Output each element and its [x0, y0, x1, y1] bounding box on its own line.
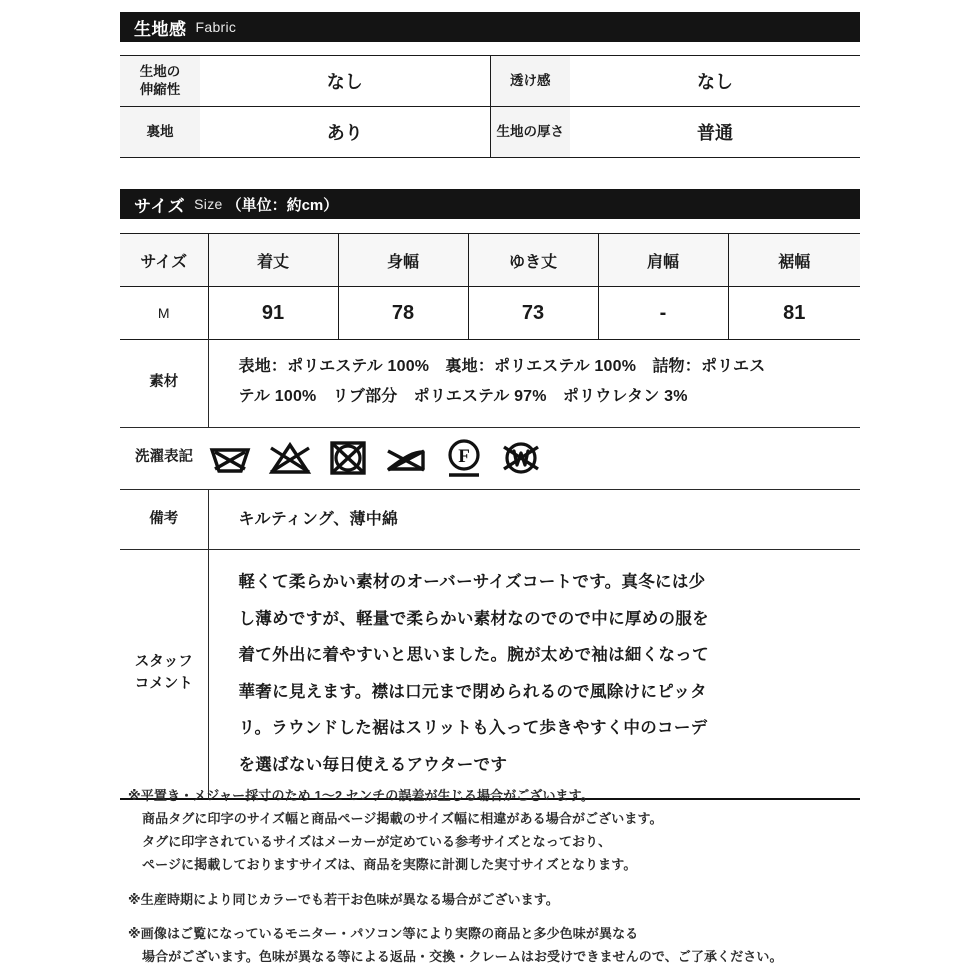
triangle-bleach-crossed-icon	[268, 441, 312, 475]
size-col-header-hem: 裾幅	[728, 234, 860, 287]
fabric-stretch-label-line1: 生地の	[139, 63, 181, 79]
material-value	[208, 338, 860, 427]
fabric-lining-value: あり	[200, 107, 490, 158]
material-label: 素材	[120, 338, 208, 427]
size-section-title-jp: サイズ	[134, 196, 186, 216]
size-col-header-shoulder: 肩幅	[598, 234, 728, 287]
size-cell-width: 78	[338, 287, 468, 340]
fabric-section-header	[120, 12, 860, 42]
size-col-header-width: 身幅	[338, 234, 468, 287]
remarks-row	[120, 489, 860, 549]
care-label: 洗濯表記	[120, 427, 208, 489]
tumble-dry-crossed-icon	[328, 439, 368, 477]
size-col-header-sleeve: ゆき丈	[468, 234, 598, 287]
fabric-lining-label: 裏地	[120, 107, 200, 158]
staff-comment-line: 軽くて柔らかい素材のオーバーサイズコートです。真冬には少	[238, 572, 706, 591]
fabric-table	[120, 55, 860, 158]
size-col-header-length: 着丈	[208, 234, 338, 287]
remarks-label: 備考	[120, 489, 208, 549]
staff-comment-line: リ。ラウンドした裾はスリットも入って歩きやすく中のコーデ	[238, 719, 708, 738]
size-col-header-size: サイズ	[120, 234, 208, 287]
size-cell-size: M	[120, 287, 208, 340]
note-line: ※平置き・メジャー採寸のため 1〜2 センチの誤差が生じる場合がございます。	[128, 788, 594, 803]
note-line: 商品タグに印字のサイズ幅と商品ページ掲載のサイズ幅に相違がある場合がございます。	[142, 811, 663, 827]
fabric-stretch-value: なし	[200, 56, 490, 107]
note-line: ※画像はご覧になっているモニター・パソコン等により実際の商品と多少色味が異なる	[128, 925, 639, 941]
wring-crossed-icon	[500, 439, 542, 477]
fabric-stretch-label-line2: 伸縮性	[139, 82, 181, 97]
size-cell-hem: 81	[728, 287, 860, 340]
size-table-header-row	[120, 234, 860, 287]
footer-notes	[128, 784, 888, 968]
note-block-measurement	[128, 784, 888, 877]
fabric-section-title-jp: 生地感	[134, 19, 187, 39]
care-row	[120, 427, 860, 489]
table-row	[120, 107, 860, 158]
material-line2: テル 100% リブ部分 ポリエステル 97% ポリウレタン 3%	[238, 388, 688, 406]
note-line: タグに印字されているサイズはメーカーが定めている参考サイズとなっており、	[142, 834, 612, 850]
fabric-sheerness-label: 透け感	[490, 56, 570, 107]
table-row	[120, 56, 860, 107]
dryclean-f-icon	[444, 438, 484, 478]
product-detail-table	[120, 338, 860, 800]
washtub-crossed-icon	[208, 441, 252, 475]
size-cell-sleeve: 73	[468, 287, 598, 340]
svg-text:F: F	[458, 446, 470, 468]
size-section-title-en: Size	[194, 196, 223, 212]
note-line: 場合がございます。色味が異なる等による返品・交換・クレームはお受けできませんので、ご了承ください。	[142, 948, 783, 964]
note-line: ページに掲載しておりますサイズは、商品を実際に計測した実寸サイズとなります。	[142, 857, 637, 873]
staff-comment-line: 着て外出に着やすいと思いました。腕が太めで袖は細くなって	[238, 646, 709, 665]
care-symbols-cell	[208, 427, 860, 489]
fabric-sheerness-value: なし	[570, 56, 860, 107]
staff-comment-label	[120, 549, 208, 798]
size-section-header	[120, 189, 860, 219]
note-block-color-variance	[128, 888, 888, 911]
iron-crossed-icon	[384, 442, 428, 474]
care-symbol-list	[208, 438, 860, 478]
staff-comment-line: を選ばない毎日使えるアウターです	[238, 756, 508, 775]
staff-comment-label-line1: スタッフ	[134, 654, 193, 671]
note-block-monitor-disclaimer	[128, 922, 888, 968]
size-cell-shoulder: -	[598, 287, 728, 340]
note-line: ※生産時期により同じカラーでも若干お色味が異なる場合がございます。	[128, 891, 559, 907]
fabric-thickness-value: 普通	[570, 107, 860, 158]
material-line1: 表地：ポリエステル 100% 裏地：ポリエステル 100% 詰物：ポリエス	[238, 358, 766, 375]
table-row	[120, 287, 860, 340]
remarks-value: キルティング、薄中綿	[208, 489, 860, 549]
fabric-stretch-label	[120, 56, 200, 107]
staff-comment-line: し薄めですが、軽量で柔らかい素材なのでので中に厚めの服を	[238, 609, 709, 628]
size-cell-length: 91	[208, 287, 338, 340]
size-table	[120, 233, 860, 340]
staff-comment-row	[120, 549, 860, 798]
staff-comment-line: 華奢に見えます。襟は口元まで閉められるので風除けにピッタ	[238, 682, 707, 701]
material-row	[120, 338, 860, 427]
staff-comment-label-line2: コメント	[134, 675, 193, 692]
staff-comment-text	[208, 549, 860, 798]
fabric-thickness-label: 生地の厚さ	[490, 107, 570, 158]
size-section-unit: （単位：約cm）	[226, 196, 339, 214]
fabric-section-title-en: Fabric	[195, 19, 237, 35]
